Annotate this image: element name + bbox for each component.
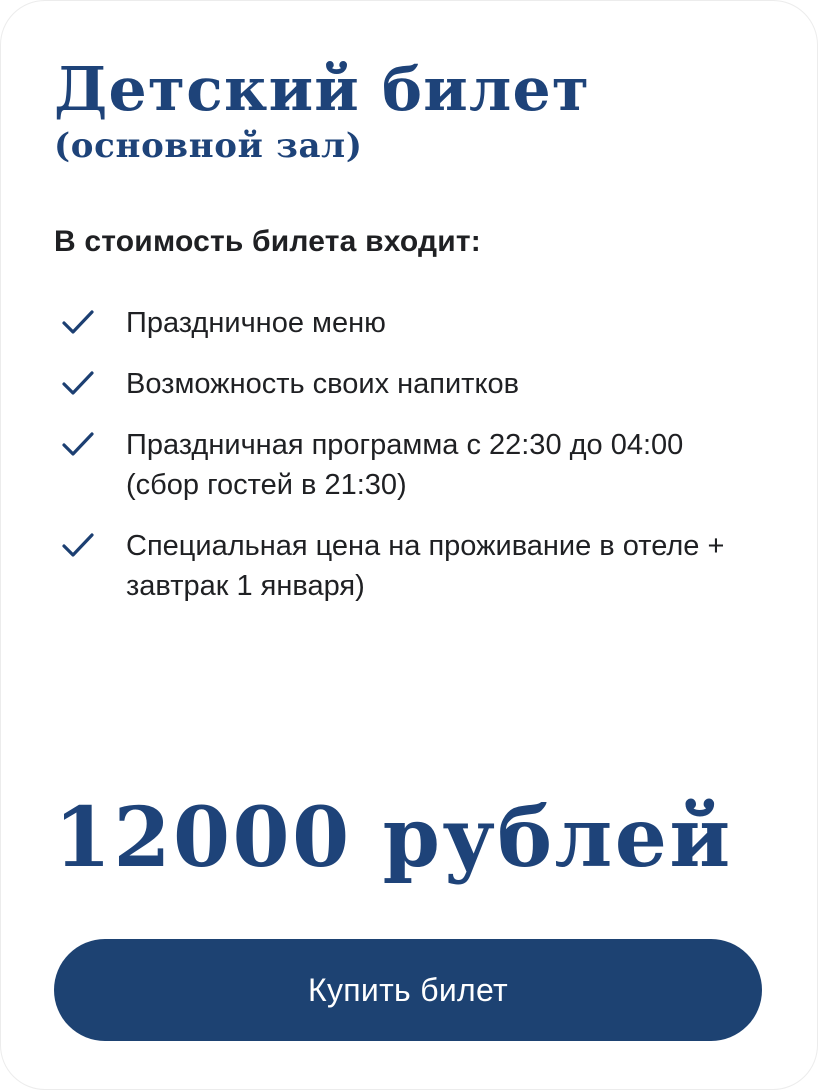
feature-text: Возможность своих напитков <box>126 368 520 401</box>
ticket-subtitle: (основной зал) <box>54 126 363 166</box>
ticket-title: Детский билет <box>54 55 591 125</box>
price-text: 12000 рублей <box>54 789 733 886</box>
list-item <box>54 425 762 505</box>
list-item <box>54 303 762 343</box>
buy-ticket-button[interactable]: Купить билет <box>54 939 762 1041</box>
includes-heading: В стоимость билета входит: <box>54 225 481 259</box>
check-icon <box>60 369 96 399</box>
features-list <box>54 303 762 606</box>
check-icon <box>60 430 96 460</box>
feature-text: Специальная цена на проживание в отеле + завтрак 1 января) <box>126 530 725 603</box>
list-item <box>54 526 762 606</box>
check-icon <box>60 531 96 561</box>
list-item <box>54 364 762 404</box>
feature-text: Праздничная программа с 22:30 до 04:00 (сбор гостей в 21:30) <box>126 429 684 502</box>
feature-text: Праздничное меню <box>126 307 386 340</box>
check-icon <box>60 308 96 338</box>
